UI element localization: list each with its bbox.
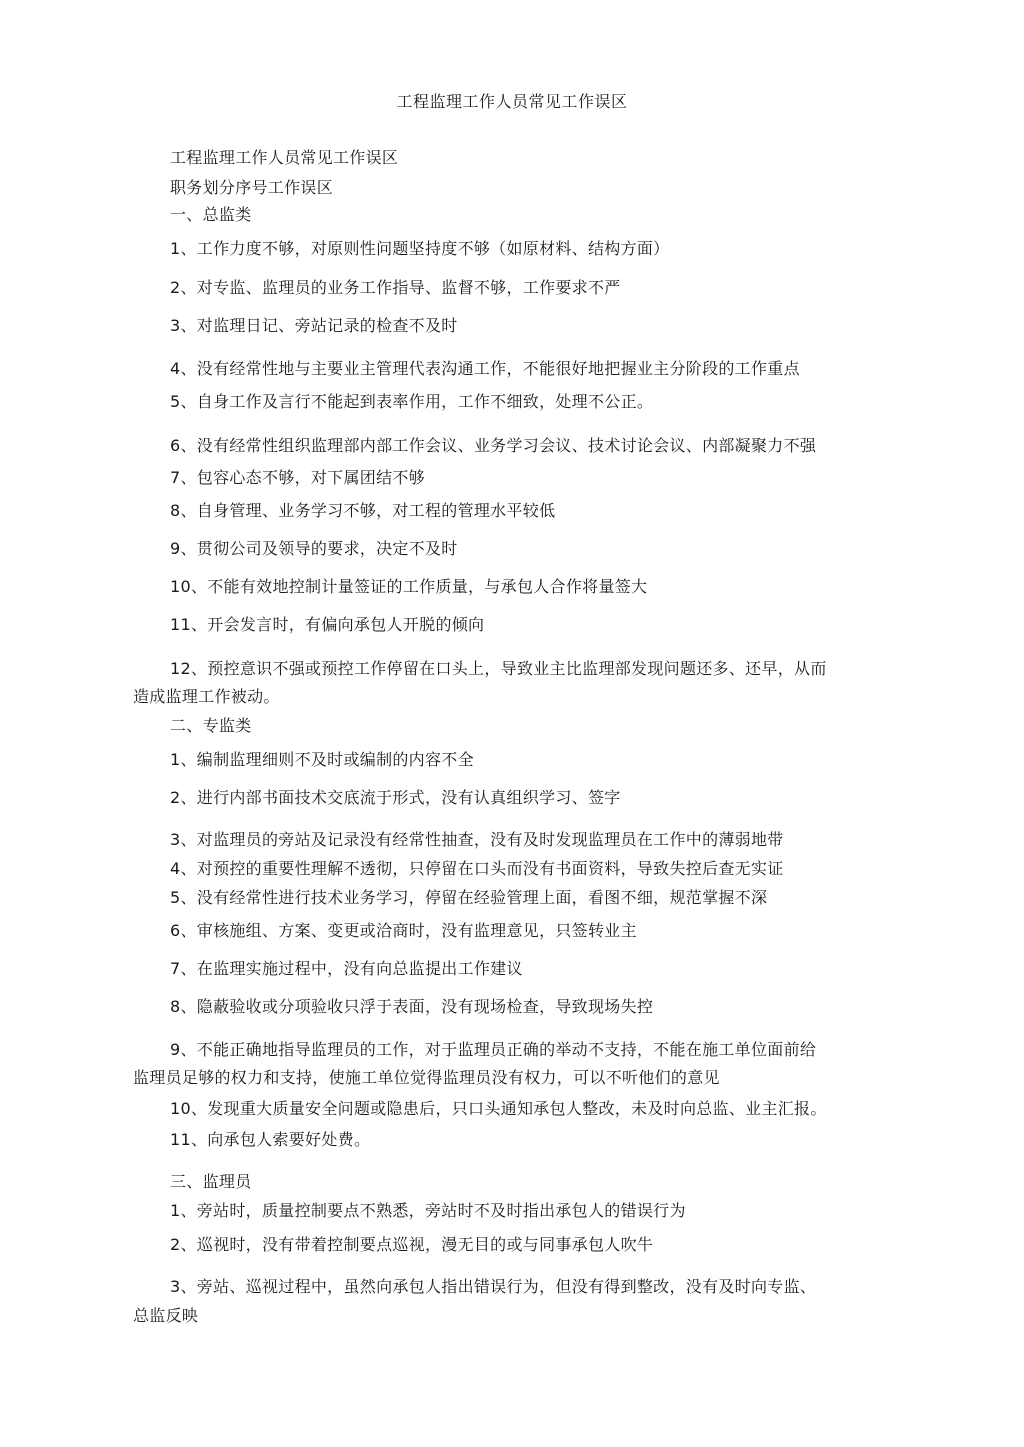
list-item: 2、进行内部书面技术交底流于形式，没有认真组织学习、签字 xyxy=(170,788,621,807)
list-item: 11、开会发言时，有偏向承包人开脱的倾向 xyxy=(170,615,485,634)
list-item: 5、没有经常性进行技术业务学习，停留在经验管理上面，看图不细，规范掌握不深 xyxy=(170,888,768,907)
list-item-continuation: 监理员足够的权力和支持，使施工单位觉得监理员没有权力，可以不听他们的意见 xyxy=(133,1068,720,1087)
list-item: 1、旁站时，质量控制要点不熟悉，旁站时不及时指出承包人的错误行为 xyxy=(170,1201,686,1220)
list-item: 3、旁站、巡视过程中，虽然向承包人指出错误行为，但没有得到整改，没有及时向专监、 xyxy=(170,1277,817,1296)
list-item: 3、对监理日记、旁站记录的检查不及时 xyxy=(170,316,458,335)
list-item: 2、巡视时，没有带着控制要点巡视，漫无目的或与同事承包人吹牛 xyxy=(170,1235,654,1254)
list-item: 12、预控意识不强或预控工作停留在口头上，导致业主比监理部发现问题还多、还早，从而 xyxy=(170,659,827,678)
list-item: 10、发现重大质量安全问题或隐患后，只口头通知承包人整改，未及时向总监、业主汇报。 xyxy=(170,1099,827,1118)
list-item: 5、自身工作及言行不能起到表率作用，工作不细致，处理不公正。 xyxy=(170,392,654,411)
list-item: 6、审核施组、方案、变更或洽商时，没有监理意见，只签转业主 xyxy=(170,921,637,940)
document-title: 工程监理工作人员常见工作误区 xyxy=(396,92,628,111)
list-item: 8、自身管理、业务学习不够，对工程的管理水平较低 xyxy=(170,501,556,520)
list-item: 10、不能有效地控制计量签证的工作质量，与承包人合作将量签大 xyxy=(170,577,648,596)
list-item: 9、贯彻公司及领导的要求，决定不及时 xyxy=(170,539,458,558)
list-item: 3、对监理员的旁站及记录没有经常性抽查，没有及时发现监理员在工作中的薄弱地带 xyxy=(170,830,784,849)
list-item: 1、编制监理细则不及时或编制的内容不全 xyxy=(170,750,474,769)
list-item-continuation: 总监反映 xyxy=(133,1306,199,1325)
list-item: 11、向承包人索要好处费。 xyxy=(170,1130,371,1149)
list-item: 2、对专监、监理员的业务工作指导、监督不够，工作要求不严 xyxy=(170,278,621,297)
section-heading-specialist: 二、专监类 xyxy=(170,716,252,735)
list-item: 6、没有经常性组织监理部内部工作会议、业务学习会议、技术讨论会议、内部凝聚力不强 xyxy=(170,436,817,455)
list-item: 1、工作力度不够，对原则性问题坚持度不够（如原材料、结构方面） xyxy=(170,239,670,258)
list-item: 4、对预控的重要性理解不透彻，只停留在口头而没有书面资料，导致失控后查无实证 xyxy=(170,859,784,878)
section-heading-chief: 一、总监类 xyxy=(170,205,252,224)
list-item: 7、包容心态不够，对下属团结不够 xyxy=(170,468,425,487)
list-item: 7、在监理实施过程中，没有向总监提出工作建议 xyxy=(170,959,523,978)
section-heading-supervisor: 三、监理员 xyxy=(170,1172,252,1191)
list-item: 4、没有经常性地与主要业主管理代表沟通工作，不能很好地把握业主分阶段的工作重点 xyxy=(170,359,800,378)
intro-subtitle: 工程监理工作人员常见工作误区 xyxy=(170,148,399,167)
list-item: 8、隐蔽验收或分项验收只浮于表面，没有现场检查，导致现场失控 xyxy=(170,997,654,1016)
list-item: 9、不能正确地指导监理员的工作，对于监理员正确的举动不支持，不能在施工单位面前给 xyxy=(170,1040,817,1059)
list-item-continuation: 造成监理工作被动。 xyxy=(133,687,280,706)
intro-columns: 职务划分序号工作误区 xyxy=(170,178,334,197)
